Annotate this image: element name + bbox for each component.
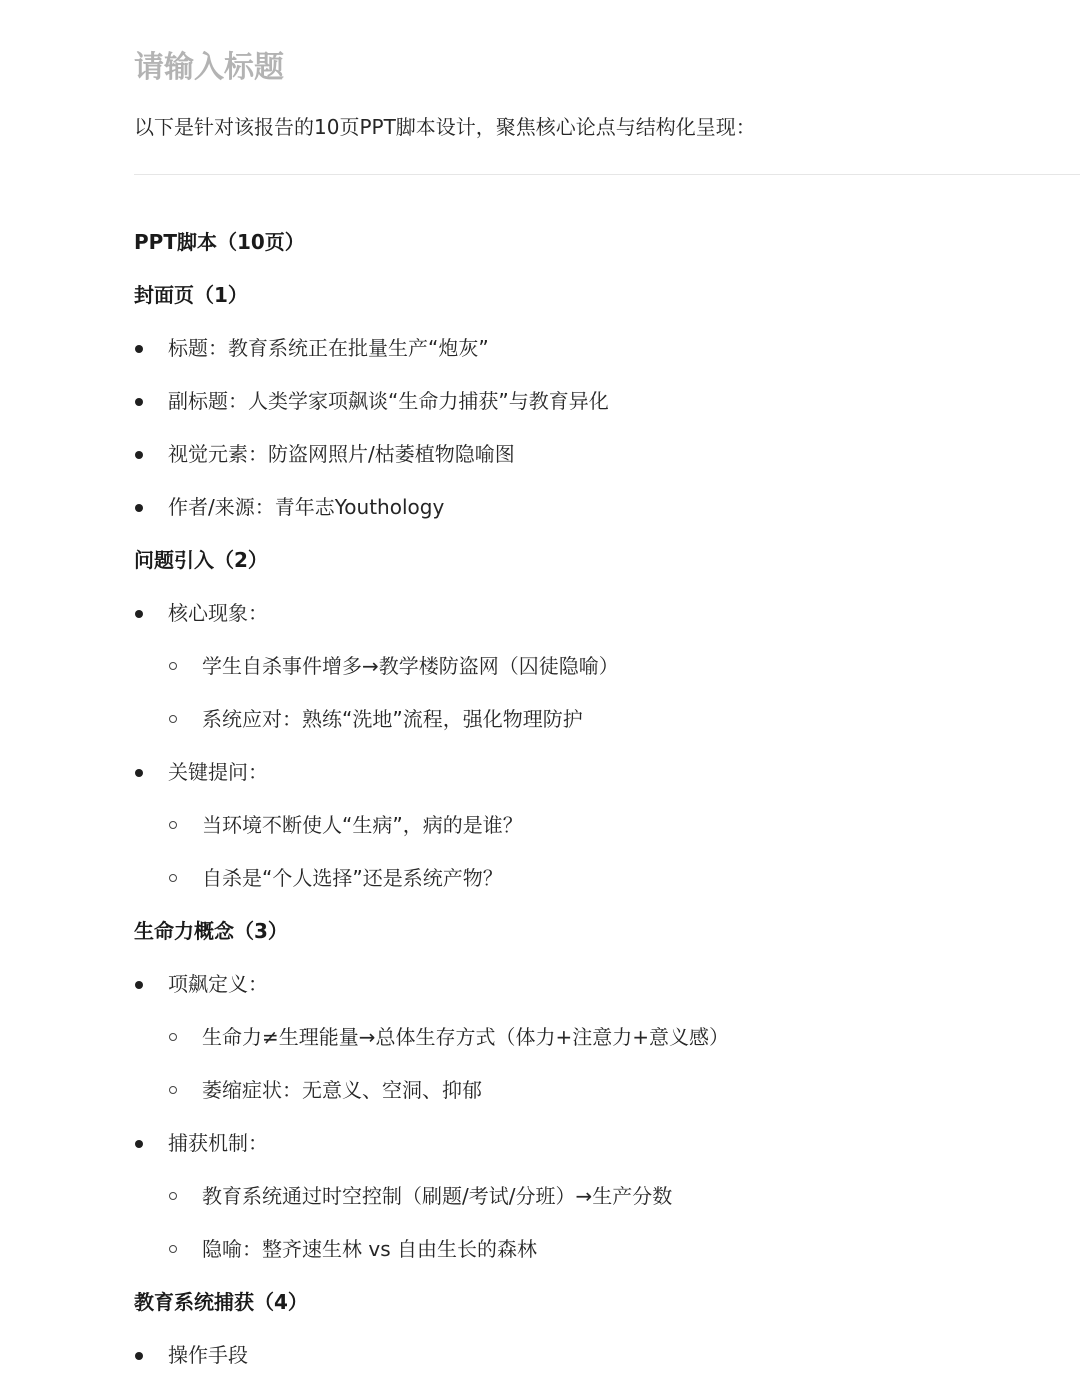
intro-paragraph: 以下是针对该报告的10页PPT脚本设计，聚焦核心论点与结构化呈现： [134,115,756,139]
item-text: 核心现象： [168,601,268,625]
list-item [134,1128,1080,1181]
script-outline [134,227,1080,1393]
sub-list-item [134,1234,1080,1287]
divider [134,174,1080,175]
item-text: 隐喻：整齐速生林 vs 自由生长的森林 [202,1237,537,1261]
item-text: 系统应对：熟练“洗地”流程，强化物理防护 [202,707,583,731]
bullet-dot-icon [134,439,168,469]
item-text: 生命力≠生理能量→总体生存方式（体力+注意力+意义感） [202,1025,730,1049]
item-text: 教育系统捕获（4） [134,1290,308,1314]
section-heading [134,916,1080,969]
list-item [134,757,1080,810]
section-heading [134,545,1080,598]
item-text: 关键提问： [168,760,268,784]
bullet-circle-icon [168,1234,202,1264]
list-item [134,439,1080,492]
list-item [134,598,1080,651]
bullet-dot-icon [134,598,168,628]
item-text: 问题引入（2） [134,548,268,572]
sub-list-item [134,863,1080,916]
bullet-circle-icon [168,1075,202,1105]
list-item [134,1340,1080,1393]
bullet-dot-icon [134,969,168,999]
bullet-dot-icon [134,333,168,363]
item-text: 操作手段 [168,1343,248,1367]
sub-list-item [134,1022,1080,1075]
item-text: 生命力概念（3） [134,919,288,943]
item-text: 视觉元素：防盗网照片/枯萎植物隐喻图 [168,442,515,466]
bullet-circle-icon [168,1181,202,1211]
bullet-dot-icon [134,1128,168,1158]
sub-list-item [134,1181,1080,1234]
item-text: 当环境不断使人“生病”，病的是谁？ [202,813,523,837]
item-text: 作者/来源：青年志Youthology [168,495,445,519]
bullet-dot-icon [134,757,168,787]
bullet-circle-icon [168,651,202,681]
bullet-dot-icon [134,386,168,416]
item-text: 学生自杀事件增多→教学楼防盗网（囚徒隐喻） [202,654,619,678]
item-text: 副标题：人类学家项飙谈“生命力捕获”与教育异化 [168,389,609,413]
bullet-circle-icon [168,863,202,893]
item-text: 教育系统通过时空控制（刷题/考试/分班）→生产分数 [202,1184,673,1208]
list-item [134,969,1080,1022]
list-item [134,333,1080,386]
sub-list-item [134,810,1080,863]
item-text: 项飙定义： [168,972,268,996]
section-heading [134,227,1080,280]
item-text: 自杀是“个人选择”还是系统产物？ [202,866,503,890]
item-text: PPT脚本（10页） [134,230,305,254]
document-title[interactable]: 请输入标题 [134,50,284,85]
bullet-dot-icon [134,492,168,522]
item-text: 标题：教育系统正在批量生产“炮灰” [168,336,489,360]
bullet-circle-icon [168,810,202,840]
list-item [134,386,1080,439]
item-text: 捕获机制： [168,1131,268,1155]
sub-list-item [134,704,1080,757]
sub-list-item [134,651,1080,704]
section-heading [134,1287,1080,1340]
bullet-circle-icon [168,704,202,734]
item-text: 封面页（1） [134,283,248,307]
list-item [134,492,1080,545]
item-text: 萎缩症状：无意义、空洞、抑郁 [202,1078,482,1102]
bullet-circle-icon [168,1022,202,1052]
bullet-dot-icon [134,1340,168,1370]
section-heading [134,280,1080,333]
sub-list-item [134,1075,1080,1128]
